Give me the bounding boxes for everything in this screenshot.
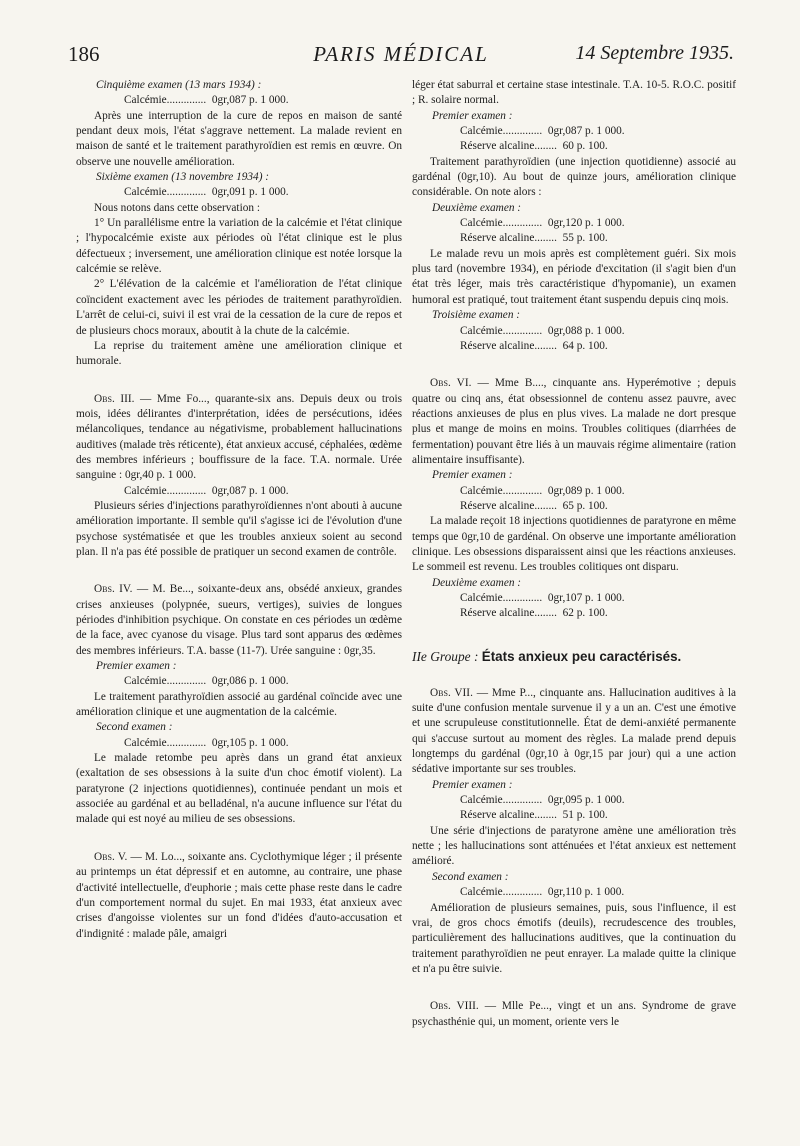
paragraph: Une série d'injections de paratyrone amène une amélioration très nette ; les hallucinations sont atténuées et l'état anxieux est nettement amélioré. <box>412 824 736 868</box>
exam-heading: Deuxième examen : <box>432 576 522 589</box>
paragraph: Nous notons dans cette observation : <box>94 201 260 214</box>
paragraph: La reprise du traitement amène une amélioration clinique et humorale. <box>76 339 402 368</box>
spacer <box>76 560 402 582</box>
paragraph: La malade reçoit 18 injections quotidiennes de paratyrone en même temps que 0gr,10 de gardénal. On observe une importante amélioration clinique. Les obsessions disparaissent ainsi que les réactions anxieuses. Le sommeil est revenu. Les troubles colitiques ont disparu. <box>412 515 736 574</box>
observation-text: — Mme B...., cinquante ans. Hyperémotive ; depuis quatre ou cinq ans, état obsessionnel de contenu assez pauvre, avec réactions anxieuses de plus en plus vives. La malade ne dort presque plus et mange de moins en moins. Troubles colitiques (diarrhées de fermentation) pouvant être liés à un mauvais régime alimentaire (ration alimentaire insuffisante). <box>412 377 736 466</box>
lab-value: Calcémie.............. 0gr,095 p. 1 000. <box>460 794 625 807</box>
page-header <box>68 42 734 72</box>
observation-label: Obs. V. <box>94 850 128 863</box>
lab-value: Calcémie.............. 0gr,088 p. 1 000. <box>460 324 625 337</box>
paragraph: Plusieurs séries d'injections parathyroïdiennes n'ont abouti à aucune amélioration importante. Il semble qu'il s'agisse ici de l'évolution d'une psychose systématisée et que les troubles anxieux soient au second plan. Il n'a pas été possible de pratiquer un second examen de contrôle. <box>76 499 402 558</box>
paragraph: 1° Un parallélisme entre la variation de la calcémie et l'état clinique ; l'hypocalcémie existe aux périodes où l'état clinique est le plus défectueux ; inversement, une amélioration clinique est notée lorsque la calcémie se relève. <box>76 217 402 276</box>
observation-paragraph <box>412 376 736 468</box>
lab-value: Réserve alcaline........ 51 p. 100. <box>460 809 608 822</box>
lab-value: Réserve alcaline........ 55 p. 100. <box>460 232 608 245</box>
lab-value: Calcémie.............. 0gr,087 p. 1 000. <box>124 94 289 107</box>
observation-text: — M. Be..., soixante-deux ans, obsédé anxieux, grandes crises anxieuses (polypnée, sueurs, vertiges), suivies de longues périodes d'inhibition psychique. On constate en ces périodes un œdème de la face, avec cyanose du visage. Plus tard sont apparus des œdèmes des membres inférieurs. T.A. basse (11-7). Urée sanguine : 0gr,35. <box>76 583 402 657</box>
spacer <box>412 354 736 376</box>
exam-heading: Sixième examen (13 novembre 1934) : <box>96 171 270 184</box>
observation-text: — Mme P..., cinquante ans. Hallucination auditives à la suite d'une confusion mentale survenue il y a un an. C'est une émotive et une scrupuleuse constitutionnelle. État de demi-anxiété permanente qui s'accuse surtout au moment des règles. La malade prend depuis longtemps du gardénal (0gr,10 à 0gr,15 par jour) qui a une action sédative importante sur ses troubles. <box>412 686 737 776</box>
paragraph: Après une interruption de la cure de repos en maison de santé pendant deux mois, l'état s'aggrave nettement. La malade revient en maison de santé et le traitement parathyroïdien est remis en œuvre. On observe une nouvelle amélioration. <box>76 109 402 168</box>
spacer <box>412 977 736 999</box>
observation-paragraph <box>76 582 402 659</box>
lab-value: Réserve alcaline........ 65 p. 100. <box>460 499 608 512</box>
lab-value: Calcémie.............. 0gr,089 p. 1 000. <box>460 484 625 497</box>
paragraph: Le malade retombe peu après dans un grand état anxieux (exaltation de ses obsessions à la suite d'un choc émotif violent). La paratyrone (2 injections quotidiennes), continuée pendant un mois et associée au gardénal et au belladénal, n'a aucune influence sur l'état du malade qui est noyé au milieu de ses obsessions. <box>76 752 402 826</box>
observation-text: — Mme Fo..., quarante-six ans. Depuis deux ou trois mois, idées délirantes d'interprétation, idées de persécutions, idées mélancoliques, tendance au négativisme, probablement hallucinations auditives (malade très réticente), état anxieux accusé, céphalées, œdème des membres inférieurs ; bouffissure de la face. T.A. normale. Urée sanguine : 0gr,40 p. 1 000. <box>76 392 402 482</box>
observation-paragraph <box>412 686 736 778</box>
lab-value: Calcémie.............. 0gr,087 p. 1 000. <box>124 484 289 497</box>
group-heading <box>412 648 736 666</box>
observation-label: Obs. III. <box>94 392 135 405</box>
observation-label: Obs. IV. <box>94 583 133 596</box>
exam-heading: Deuxième examen : <box>432 201 522 214</box>
spacer <box>412 622 736 644</box>
journal-title: PARIS MÉDICAL <box>313 42 489 66</box>
paragraph: léger état saburral et certaine stase intestinale. T.A. 10-5. R.O.C. positif ; R. solaire normal. <box>412 79 736 107</box>
exam-heading: Premier examen : <box>432 109 513 122</box>
observation-label: Obs. VIII. <box>430 1000 479 1013</box>
group-prefix: IIe Groupe : <box>412 648 482 664</box>
right-column <box>412 78 736 1030</box>
exam-heading: Troisième examen : <box>432 309 521 322</box>
observation-label: Obs. VII. <box>430 686 473 699</box>
lab-value: Réserve alcaline........ 62 p. 100. <box>460 607 608 620</box>
paragraph: Le traitement parathyroïdien associé au gardénal coïncide avec une amélioration clinique et une augmentation de la calcémie. <box>76 690 402 719</box>
issue-date: 14 Septembre 1935. <box>575 42 734 64</box>
lab-value: Calcémie.............. 0gr,110 p. 1 000. <box>460 886 625 899</box>
exam-heading: Second examen : <box>96 721 173 734</box>
lab-value: Réserve alcaline........ 64 p. 100. <box>460 339 608 352</box>
paragraph: Le malade revu un mois après est complètement guéri. Six mois plus tard (novembre 1934), en période d'excitation (il s'agit bien d'un état très léger, mais très caractéristique d'hypomanie), un examen humoral est pratiqué, tout traitement étant suspendu depuis cinq mois. <box>412 247 736 306</box>
paragraph: Traitement parathyroïdien (une injection quotidienne) associé au gardénal (0gr,10). Au bout de quinze jours, amélioration clinique considérable. On note alors : <box>412 155 736 199</box>
observation-paragraph <box>76 850 402 942</box>
paragraph: Amélioration de plusieurs semaines, puis, sous l'influence, il est vrai, de gros chocs émotifs (deuils), recrudescence des troubles, particulièrement des hallucinations auditives, que la continuation du traitement parathyroïdien ne peut enrayer. La malade quitte la clinique et n'a pu être suivie. <box>412 901 736 975</box>
exam-heading: Cinquième examen (13 mars 1934) : <box>96 79 262 91</box>
spacer <box>76 370 402 392</box>
lab-value: Calcémie.............. 0gr,105 p. 1 000. <box>124 736 289 749</box>
lab-value: Calcémie.............. 0gr,120 p. 1 000. <box>460 217 625 230</box>
observation-text: — M. Lo..., soixante ans. Cyclothymique léger ; il présente au printemps un état dépressif et en automne, au contraire, une phase d'activité intellectuelle, d'euphorie ; mais cette phase reste dans le cadre d'un comportement normal du sujet. En mai 1933, état anxieux avec crises d'angoisse violentes sur un fond d'idées d'auto-accusation et d'indignité : malade pâle, amaigri <box>76 850 402 940</box>
left-column <box>76 78 402 942</box>
spacer <box>76 828 402 850</box>
lab-value: Réserve alcaline........ 60 p. 100. <box>460 140 608 153</box>
exam-heading: Premier examen : <box>432 778 513 791</box>
group-title: États anxieux peu caractérisés. <box>481 648 682 664</box>
exam-heading: Premier examen : <box>432 469 513 482</box>
observation-paragraph <box>76 392 402 484</box>
spacer <box>412 672 736 686</box>
exam-heading: Premier examen : <box>96 660 177 673</box>
lab-value: Calcémie.............. 0gr,107 p. 1 000. <box>460 592 625 604</box>
paragraph: 2° L'élévation de la calcémie et l'amélioration de l'état clinique coïncident exactement avec les périodes de traitement parathyroïdien. L'arrêt de celui-ci, suivi il est vrai de la cessation de la cure de repos et de plusieurs chocs moraux, aboutit à la chute de la calcémie. <box>76 278 402 337</box>
observation-text: — Mlle Pe..., vingt et un ans. Syndrome de grave psychasthénie qui, un moment, oriente vers le <box>412 1000 737 1028</box>
observation-paragraph <box>412 999 736 1030</box>
exam-heading: Second examen : <box>432 870 509 883</box>
lab-value: Calcémie.............. 0gr,091 p. 1 000. <box>124 186 289 199</box>
lab-value: Calcémie.............. 0gr,086 p. 1 000. <box>124 675 289 688</box>
page-number: 186 <box>68 42 100 66</box>
lab-value: Calcémie.............. 0gr,087 p. 1 000. <box>460 125 625 138</box>
observation-label: Obs. VI. <box>430 377 472 390</box>
